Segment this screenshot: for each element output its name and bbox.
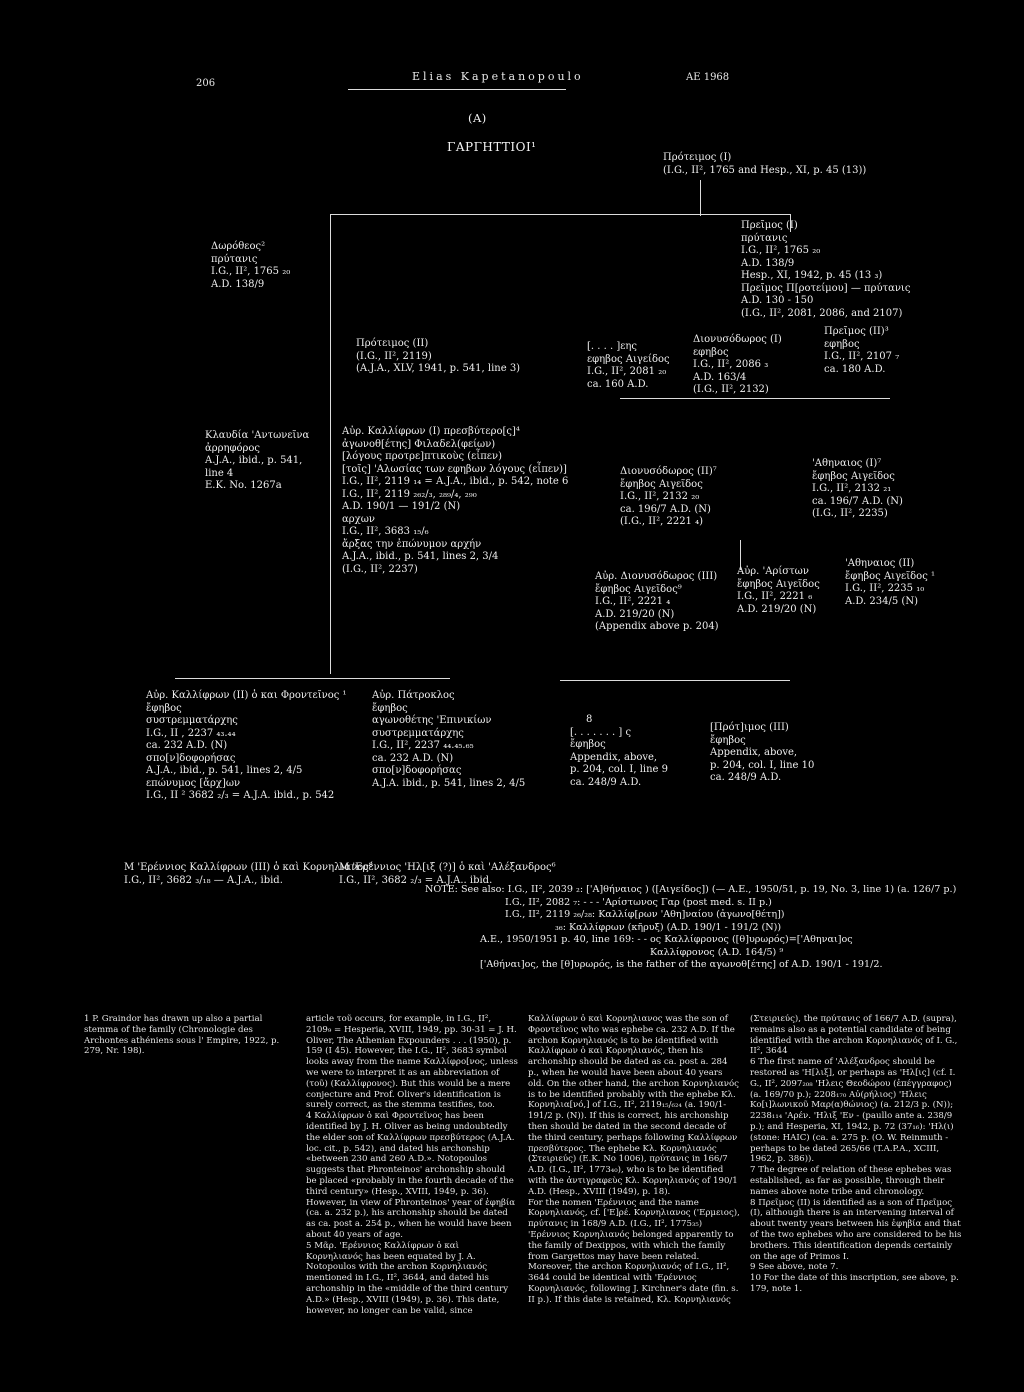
aur-patroklos-entry — [372, 690, 525, 790]
dionysodoros-i-entry — [693, 334, 782, 397]
unknown-es-entry — [587, 341, 670, 391]
entry-line: σπο[ν]δοφορήσας — [146, 752, 236, 764]
footnote: 9 See above, note 7. — [750, 1262, 839, 1273]
entry-line: Πρότειμος (II) — [356, 338, 429, 349]
entry-line: A.D. 234/5 (N) — [845, 595, 918, 607]
entry-line: A.J.A. ibid., p. 541, lines 2, 4/5 — [372, 777, 526, 789]
entry-line: ἀρρηφόρος — [205, 442, 261, 454]
entry-line: Πρεῖμος Π[ροτείμου] — πρύτανις — [741, 282, 911, 294]
note-line: I.G., II², 2119 ₂₆/₂₈: Καλλίφ[ρων 'Αθη]ναίου (ἀγωνο[θέτη]) — [505, 909, 785, 920]
protimos-ii-entry — [356, 338, 520, 376]
entry-line: ἔφηβος Αιγεῖδος — [812, 470, 895, 482]
entry-line: A.D. 130 - 150 — [741, 295, 814, 306]
entry-line: ca. 196/7 A.D. (N) — [620, 503, 711, 515]
entry-line: I.G., II², 1765 ₂₀ — [211, 266, 291, 277]
entry-line: I.G., II², 2081 ₂₀ — [587, 366, 667, 377]
footnotes-column-3 — [528, 1014, 740, 1306]
entry-line: (A.J.A., XLV, 1941, p. 541, line 3) — [356, 363, 521, 374]
entry-line: (I.G., II², 2221 ₄) — [620, 516, 704, 527]
preimos-ii-entry — [824, 326, 899, 376]
entry-line: (I.G., II², 2119) — [356, 350, 432, 362]
entry-line: I.G., II², 2237 ₄₄.₄₅.₆₅ — [372, 740, 474, 751]
stemma-line — [330, 214, 331, 674]
footnote: 1 P. Graindor has drawn up also a partial stemma of the family (Chronologie des Archontes athéniens sous l' Empire, 1922, p. 279, Nr. 198). — [84, 1014, 280, 1057]
entry-line: I.G., II², 2119 ₂₆₂/₃, ₂₈₉/₄, ₂₉₀ — [342, 488, 477, 500]
entry-line: σπο[ν]δοφορήσας — [372, 765, 462, 776]
entry-line: ἄρξας την ἐπώνυμον αρχήν — [342, 538, 482, 550]
footnote: 7 The degree of relation of these ephebes was established, as far as possible, through their names above note tribe and chronology. — [750, 1165, 952, 1197]
header-rule — [348, 89, 566, 90]
section-label: (Α) — [468, 111, 487, 125]
athenaios-ii-entry — [845, 558, 935, 608]
entry-line: (Appendix above p. 204) — [595, 621, 719, 632]
aur-ariston-entry — [737, 566, 820, 616]
entry-line: ἔφηβος Αιγεῖδος ¹ — [845, 570, 935, 582]
m-erennios-kallifron-entry — [124, 862, 373, 887]
running-author: Elias Kapetanopoulo — [412, 70, 584, 83]
entry-line: A.D. 138/9 — [741, 257, 795, 269]
entry-line: A.D. 163/4 — [693, 371, 747, 383]
footnote: 6 The first name of 'Αλέξανδρος should be restored as 'Η[λιξ], or perhaps as 'Ηλ[ις] (cf. I. G., II², 2097₂₀₈ 'Ηλεις Θεοδώρου (ἐπέγγραφος) (a. 169/70 p.); 2208₁₇₀ Αὐ(ρήλιος) 'Ηλεις Κο[ι]λωνικοῦ Μαρ(α)θώνιος) (a. 212/3 p. (N)); 2238₁₁₄ 'Αρέν. 'Ηλιξ 'Εν - (paullo ante a. 238/9 p.); and Hesperia, XI, 1942, p. 72 (37₁₆): 'Ηλ(ι) (stone: HAIC) (ca. a. 275 p. (O. W. Reinmuth - perhaps to be dated 265/66 (T.A.P.A., XCIII, 1962, p. 386)). — [750, 1057, 956, 1165]
stemma-line — [560, 680, 790, 681]
entry-line: ἔφηβος — [570, 739, 606, 750]
entry-line: I.G., II², 2086 ₃ — [693, 359, 769, 370]
entry-line: ca. 248/9 A.D. — [570, 776, 642, 788]
klaudia-entry — [205, 430, 309, 493]
entry-line: I.G., II², 2119 ₁₄ = A.J.A., ibid., p. 542, note 6 — [342, 476, 569, 487]
note-line: Καλλίφρονος (A.D. 164/5) ⁹ — [650, 946, 784, 958]
stemma-line — [700, 180, 701, 216]
entry-line: πρύτανις — [741, 232, 788, 244]
aur-dionysodoros-iii-entry — [595, 571, 719, 634]
note-line: I.G., II², 2082 ₇: - - - 'Αρίστωνος Γαρ (post med. s. II p.) — [505, 896, 772, 908]
entry-line: αρχων — [342, 513, 375, 525]
dorotheos-entry — [211, 241, 290, 291]
entry-line: Δωρόθεος² — [211, 241, 266, 252]
footnote: Καλλίφρων ὁ καὶ Κορνηλιανος was the son of Φροντεῖνος who was ephebe ca. 232 A.D. If the archon Κορνηλιανός is to be identified with Καλλίφρων ὁ καὶ Κορνηλιανός, then his archonship should be dated as ca. post a. 284 p., when he would have been about 40 years old. On the other hand, the archon Κορνηλιανός is to be identified probably with the ephebe Κλ. Κορνηλια[νό,] of I.G., II², 2119₁₅/₆₂₄ (a. 190/1-191/2 p. (N)). If this is correct, his archonship then should be dated in the second decade of the third century, perhaps following Καλλίφρων πρεσβύτερος. The ephebe Κλ. Κορνηλιανός (Στειριεύς) (E.K. No 1006), πρύτανις in 166/7 A.D. (I.G., II², 1773₄₀), who is to be identified with the ἀντιγραφεὺς Κλ. Κορνηλιανός of 190/1 A.D. (Hesp., XVIII (1949), p. 18). — [528, 1014, 739, 1197]
entry-line: (I.G., II², 2081, 2086, and 2107) — [741, 307, 903, 319]
footnote: 5 Μᾶρ. 'Ερέννιος Καλλίφρων ὁ καὶ Κορνηλιανός has been equated by J. A. Notopoulos with the archon Κορνηλιανός mentioned in I.G., II², 3644, and dated his archonship in the «middle of the third century A.D.» (Hesp., XVIII (1949), p. 36). This date, however, no longer can be valid, since — [306, 1240, 509, 1316]
entry-line: E.K. No. 1267a — [205, 480, 282, 491]
entry-line: Αὐρ. Πάτροκλος — [372, 690, 455, 701]
note-line: NOTE: See also: I.G., II², 2039 ₂: ['Α]θήναιος ) ([Αιγείδος]) (— A.E., 1950/51, p. 19, No. 3, line 1) (a. 126/7 p.) — [425, 884, 957, 895]
entry-line: A.J.A., ibid., p. 541, — [205, 455, 303, 466]
note-line: ['Αθήναι]ος, the [θ]υρωρός, is the father of the αγωνοθ[έτης] of A.D. 190/1 - 191/2. — [480, 959, 883, 970]
footnote: 4 Καλλίφρων ὁ καὶ Φροντεῖνος has been identified by J. H. Oliver as being undoubtedly the elder son of Καλλίφρων πρεσβύτερος (A.J.A. loc. cit., p. 542), and dated his archonship «between 230 and 260 A.D.». Notopoulos suggests that Phronteinos' archonship should be placed «probably in the fourth decade of the third century» (Hesp., XVIII, 1949, p. 36). However, in view of Phronteinos' year of ἐφηβία (ca. a. 232 p.), his archonship should be dated as ca. post a. 254 p., when he would have been about 40 years of age. — [306, 1111, 516, 1240]
entry-line: συστρεμματάρχης — [372, 727, 464, 739]
entry-line: I.G., II², 3682 ₃/₁₈ — A.J.A., ibid. — [124, 874, 283, 886]
protimos-iii-entry — [710, 722, 814, 785]
entry-line: ἔφηβος Αιγεῖδος⁹ — [595, 583, 682, 595]
footnote: For the nomen 'Ερέννιος and the name Κορνηλιανός, cf. ['Ε]ρέ. Κορνηλιανος ('Ερμειος), πρύτανις in 168/9 A.D. (I.G., II², 1775₃₅) 'Ερέννιος Κορνηλιανός belonged apparently to the family of Dexippos, with which the family from Gargettos may have been related. Moreover, the archon Κορνηλιανός of I.G., II², 3644 could be identical with 'Ερέννιος Κορνηλιανός, following J. Kirchner's date (fin. s. II p.). If this date is retained, Κλ. Κορνηλιανός — [528, 1197, 740, 1305]
entry-line: Μ 'Ερέννιος Καλλίφρων (III) ὁ καὶ Κορνηλιανος⁸ — [124, 862, 373, 873]
entry-line: Appendix, above, — [710, 747, 798, 758]
preimos-i-entry — [741, 220, 910, 320]
entry-line: Hesp., XI, 1942, p. 45 (13 ₃) — [741, 270, 883, 281]
entry-line: ἀγωνοθ[έτης] Φιλαδελ(φείων) — [342, 438, 496, 450]
entry-line: ἔφηβος Αιγεῖδος — [737, 578, 820, 590]
entry-line: line 4 — [205, 467, 234, 479]
entry-line: Αὐρ. Καλλίφρων (II) ὁ και Φροντεῖνος ¹ — [146, 690, 347, 701]
entry-line: ἔφηβος — [372, 702, 408, 714]
entry-line: [τοῖς] 'Αλωσίας των εφηβων λόγους (εἶπεν)] — [342, 463, 567, 475]
entry-line: 8 — [586, 714, 593, 725]
entry-line: [. . . . . . . ] ς — [570, 726, 632, 738]
entry-line: I.G., II², 2221 ₆ — [737, 591, 813, 602]
see-also-note — [425, 884, 956, 972]
stemma-line — [175, 678, 450, 679]
aur-kallifron-i-entry — [342, 426, 568, 576]
journal-code: ΑΕ 1968 — [686, 72, 730, 83]
entry-line: I.G., II², 3683 ₁₅/₆ — [342, 526, 429, 537]
entry-line: I.G., II², 2132 ₂₀ — [620, 491, 700, 502]
family-title: ΓΑΡΓΗΤΤΙΟΙ¹ — [447, 140, 537, 154]
entry-line: Κλαυδία 'Αντωνεῖνα — [205, 430, 310, 441]
entry-line: εφηβος Αιγείδος — [587, 353, 670, 365]
entry-line: εφηβος — [824, 338, 860, 350]
entry-line: επώνυμος [ἄρχ]ων — [146, 777, 241, 789]
entry-line: ca. 160 A.D. — [587, 378, 649, 390]
unknown-8-entry — [570, 714, 668, 789]
stemma-line — [620, 398, 890, 399]
entry-line: Διονυσόδωρος (II)⁷ — [620, 466, 717, 477]
entry-line: ἔφηβος — [146, 702, 182, 714]
entry-line: ca. 232 A.D. (N) — [146, 740, 228, 751]
entry-line: I.G., II ² 3682 ₂/₃ = A.J.A. ibid., p. 542 — [146, 790, 335, 801]
entry-line: Αὐρ. Διονυσόδωρος (III) — [595, 571, 718, 582]
aur-kallifron-ii-entry — [146, 690, 347, 803]
entry-line: A.D. 219/20 (N) — [737, 603, 817, 615]
footnotes-column-4 — [750, 1014, 962, 1295]
entry-line: [. . . . ]εης — [587, 341, 638, 352]
dionysodoros-ii-entry — [620, 466, 717, 529]
note-line: ₃₆: Καλλίφρων (κῆρυξ) (A.D. 190/1 - 191/2 (N)) — [555, 921, 782, 933]
footnotes-column-2 — [306, 1014, 518, 1316]
entry-line: ἔφηβος Αιγεῖδος — [620, 478, 703, 490]
entry-line: I.G., II , 2237 ₄₃.₄₄ — [146, 727, 236, 739]
entry-line: 'Αθηναιος (I)⁷ — [812, 458, 882, 469]
entry-line: I.G., II², 2221 ₄ — [595, 596, 671, 607]
footnote: article τοῦ occurs, for example, in I.G., II², 2109₉ = Hesperia, XVIII, 1949, pp. 30-31 = J. H. Oliver, The Athenian Expounders . . . (1950), p. 159 (I 45). However, the I.G., II², 3683 symbol looks away from the name Καλλίφρο[νος, unless we were to interpret it as an abbreviation of (τοῦ) (Καλλίφρονος). But this would be a mere conjecture and Prof. Oliver's identification is surely correct, as the stemma testifies, too. — [306, 1014, 518, 1111]
entry-line: A.J.A., ibid., p. 541, lines 2, 4/5 — [146, 765, 303, 776]
footnote: 10 For the date of this inscription, see above, p. 179, note 1. — [750, 1273, 959, 1294]
entry-line: ca. 232 A.D. (N) — [372, 752, 454, 764]
entry-line: I.G., II², 3682 ₂/₃ = A.J.A.. ibid. — [339, 874, 493, 886]
entry-line: συστρεμματάρχης — [146, 715, 238, 726]
entry-line: ca. 196/7 A.D. (N) — [812, 495, 903, 507]
entry-line: εφηβος — [693, 346, 729, 358]
entry-line: ca. 248/9 A.D. — [710, 772, 782, 783]
stemma-line — [330, 214, 790, 215]
athenaios-i-entry — [812, 458, 903, 521]
entry-line: I.G., II², 2132 ₂₁ — [812, 483, 892, 494]
entry-line: I.G., II², 2107 ₇ — [824, 351, 900, 362]
protimos-i-entry — [663, 152, 866, 177]
entry-line: A.D. 138/9 — [211, 278, 265, 290]
entry-line: [Πρότ]ιμος (III) — [710, 722, 789, 733]
entry-line: (I.G., II², 2235) — [812, 508, 888, 519]
entry-line: πρύτανις — [211, 253, 258, 265]
entry-line: Πρεῖμος (II)³ — [824, 326, 889, 337]
page-number: 206 — [196, 78, 216, 89]
entry-line: A.J.A., ibid., p. 541, lines 2, 3/4 — [342, 551, 499, 562]
entry-line: Πρότειμος (I) — [663, 152, 732, 163]
entry-line: [λόγους προτρε]πτικοὺς (εἶπεν) — [342, 451, 502, 462]
entry-line: Αὐρ. Καλλίφρων (I) πρεσβύτερο[ς]⁴ — [342, 426, 520, 437]
entry-line: A.D. 219/20 (N) — [595, 608, 675, 620]
entry-line: A.D. 190/1 — 191/2 (N) — [342, 501, 461, 512]
entry-line: (I.G., II², 1765 and Hesp., XI, p. 45 (13)) — [663, 164, 867, 176]
entry-line: ἔφηβος — [710, 734, 746, 746]
entry-line: p. 204, col. I, line 10 — [710, 759, 815, 771]
footnote: (Στειριεύς), the πρύτανις of 166/7 A.D. (supra), remains also as a potential candidate of being identified with the archon Κορνηλιανός of I. G., II², 3644 — [750, 1014, 958, 1057]
entry-line: Appendix, above, — [570, 751, 658, 763]
entry-line: p. 204, col. I, line 9 — [570, 764, 668, 775]
entry-line: I.G., II², 2235 ₁₀ — [845, 583, 925, 594]
entry-line: Μ 'Ερέννιος 'Ηλ[ιξ (?)] ὁ καὶ 'Αλέξανδρος⁶ — [339, 862, 556, 873]
entry-line: Αὐρ. 'Αρίστων — [737, 566, 809, 577]
footnote: 8 Πρεῖμος (II) is identified as a son of Πρεῖμος (I), although there is an intervening interval of about twenty years between his ἐφηβία and that of the two ephebes who are considered to be his brothers. This identification depends certainly on the age of Primos I. — [750, 1197, 962, 1262]
entry-line: (I.G., II², 2132) — [693, 384, 769, 395]
entry-line: Διονυσόδωρος (I) — [693, 334, 782, 345]
entry-line: 'Αθηναιος (II) — [845, 558, 915, 569]
entry-line: αγωνοθέτης 'Επινικίων — [372, 715, 492, 726]
entry-line: ca. 180 A.D. — [824, 363, 886, 375]
note-line: A.E., 1950/1951 p. 40, line 169: - - ος Καλλίφρονος ([θ]υρωρός)=['Αθηναι]ος — [480, 934, 853, 945]
footnotes-column-1 — [84, 1014, 296, 1057]
entry-line: I.G., II², 1765 ₂₀ — [741, 245, 821, 256]
entry-line: (I.G., II², 2237) — [342, 563, 418, 575]
entry-line: Πρεῖμος (I) — [741, 220, 798, 231]
